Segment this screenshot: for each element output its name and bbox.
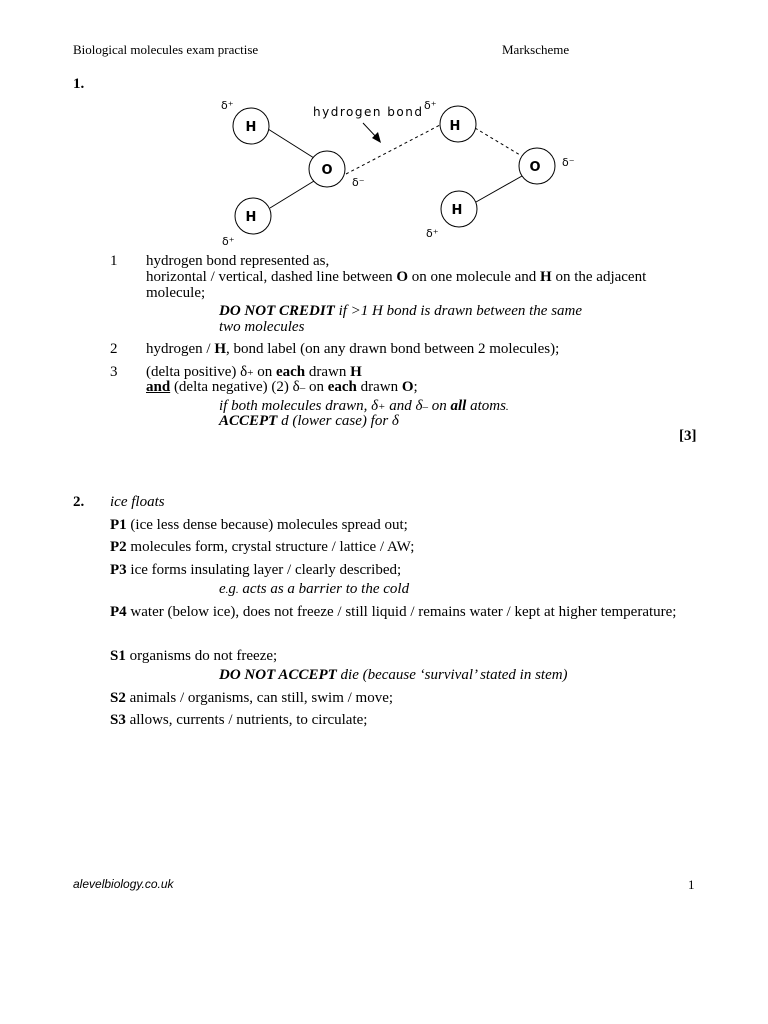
point-p3-note: e.g. acts as a barrier to the cold xyxy=(219,581,410,597)
atom-o-right xyxy=(519,148,555,184)
header-title: Biological molecules exam practise xyxy=(73,42,259,57)
atom-h-left-top xyxy=(233,108,269,144)
delta-minus-label: δ⁻ xyxy=(562,156,575,169)
delta-plus-label: δ⁺ xyxy=(221,99,234,112)
atom-h-left-bottom xyxy=(235,198,271,234)
point-p4: P4 water (below ice), does not freeze / still liquid / remains water / kept at higher temperature; xyxy=(110,604,677,620)
atom-o-left xyxy=(309,151,345,187)
point-1-note: DO NOT CREDIT if >1 H bond is drawn between the same xyxy=(219,303,583,319)
point-p3: P3 ice forms insulating layer / clearly described; xyxy=(110,562,402,578)
point-p1: P1 (ice less dense because) molecules spread out; xyxy=(110,517,408,533)
hydrogen-bond-label: hydrogen bond xyxy=(313,105,424,119)
point-1-line3: molecule; xyxy=(146,285,206,301)
svg-text:O: O xyxy=(529,160,541,175)
point-p2: P2 molecules form, crystal structure / lattice / AW; xyxy=(110,539,415,555)
hydrogen-bond-right-dashed xyxy=(475,128,520,155)
footer-page-number: 1 xyxy=(688,877,695,892)
point-3-number: 3 xyxy=(110,364,118,380)
header-markscheme: Markscheme xyxy=(502,42,570,57)
svg-text:H: H xyxy=(449,119,461,134)
point-3-note-2: ACCEPT d (lower case) for δ xyxy=(219,413,399,429)
svg-text:H: H xyxy=(245,120,257,135)
point-2-text: hydrogen / H, bond label (on any drawn bond between 2 molecules); xyxy=(146,341,560,357)
question-2-number: 2. xyxy=(73,494,85,510)
water-hydrogen-bond-diagram xyxy=(210,92,590,252)
covalent-bond-left-top xyxy=(268,129,314,158)
svg-text:H: H xyxy=(245,210,257,225)
point-s1: S1 organisms do not freeze; xyxy=(110,648,278,664)
delta-plus-label: δ⁺ xyxy=(222,235,235,248)
atom-h-right-top xyxy=(440,106,476,142)
delta-plus-label: δ⁺ xyxy=(426,227,439,240)
delta-plus-label: δ⁺ xyxy=(424,99,437,112)
point-3-line2: and (delta negative) (2) δ– on each drawn O; xyxy=(146,379,418,395)
point-1-line2: horizontal / vertical, dashed line between O on one molecule and H on the adjacent xyxy=(146,269,647,285)
point-3-line1: (delta positive) δ+ on each drawn H xyxy=(146,364,362,380)
covalent-bond-right-bottom xyxy=(476,176,522,202)
svg-text:H: H xyxy=(451,203,463,218)
point-s2: S2 animals / organisms, can still, swim / move; xyxy=(110,690,394,706)
point-s1-note: DO NOT ACCEPT die (because ‘survival’ stated in stem) xyxy=(219,667,568,683)
atom-h-right-bottom xyxy=(441,191,477,227)
point-1-line1: hydrogen bond represented as, xyxy=(146,253,330,269)
footer-site: alevelbiology.co.uk xyxy=(73,877,174,891)
point-s3: S3 allows, currents / nutrients, to circulate; xyxy=(110,712,368,728)
delta-minus-label: δ⁻ xyxy=(352,176,365,189)
question-1-number: 1. xyxy=(73,76,85,92)
covalent-bond-left-bottom xyxy=(270,181,314,208)
question-1-marks: [3] xyxy=(679,428,697,444)
point-3-note-1: if both molecules drawn, δ+ and δ– on all atoms. xyxy=(219,398,509,414)
point-1-number: 1 xyxy=(110,253,118,269)
point-2-number: 2 xyxy=(110,341,118,357)
question-2-intro: ice floats xyxy=(110,494,165,510)
point-1-note-line2: two molecules xyxy=(219,319,305,335)
hydrogen-bond-dashed-line xyxy=(346,125,440,174)
svg-text:O: O xyxy=(321,163,333,178)
